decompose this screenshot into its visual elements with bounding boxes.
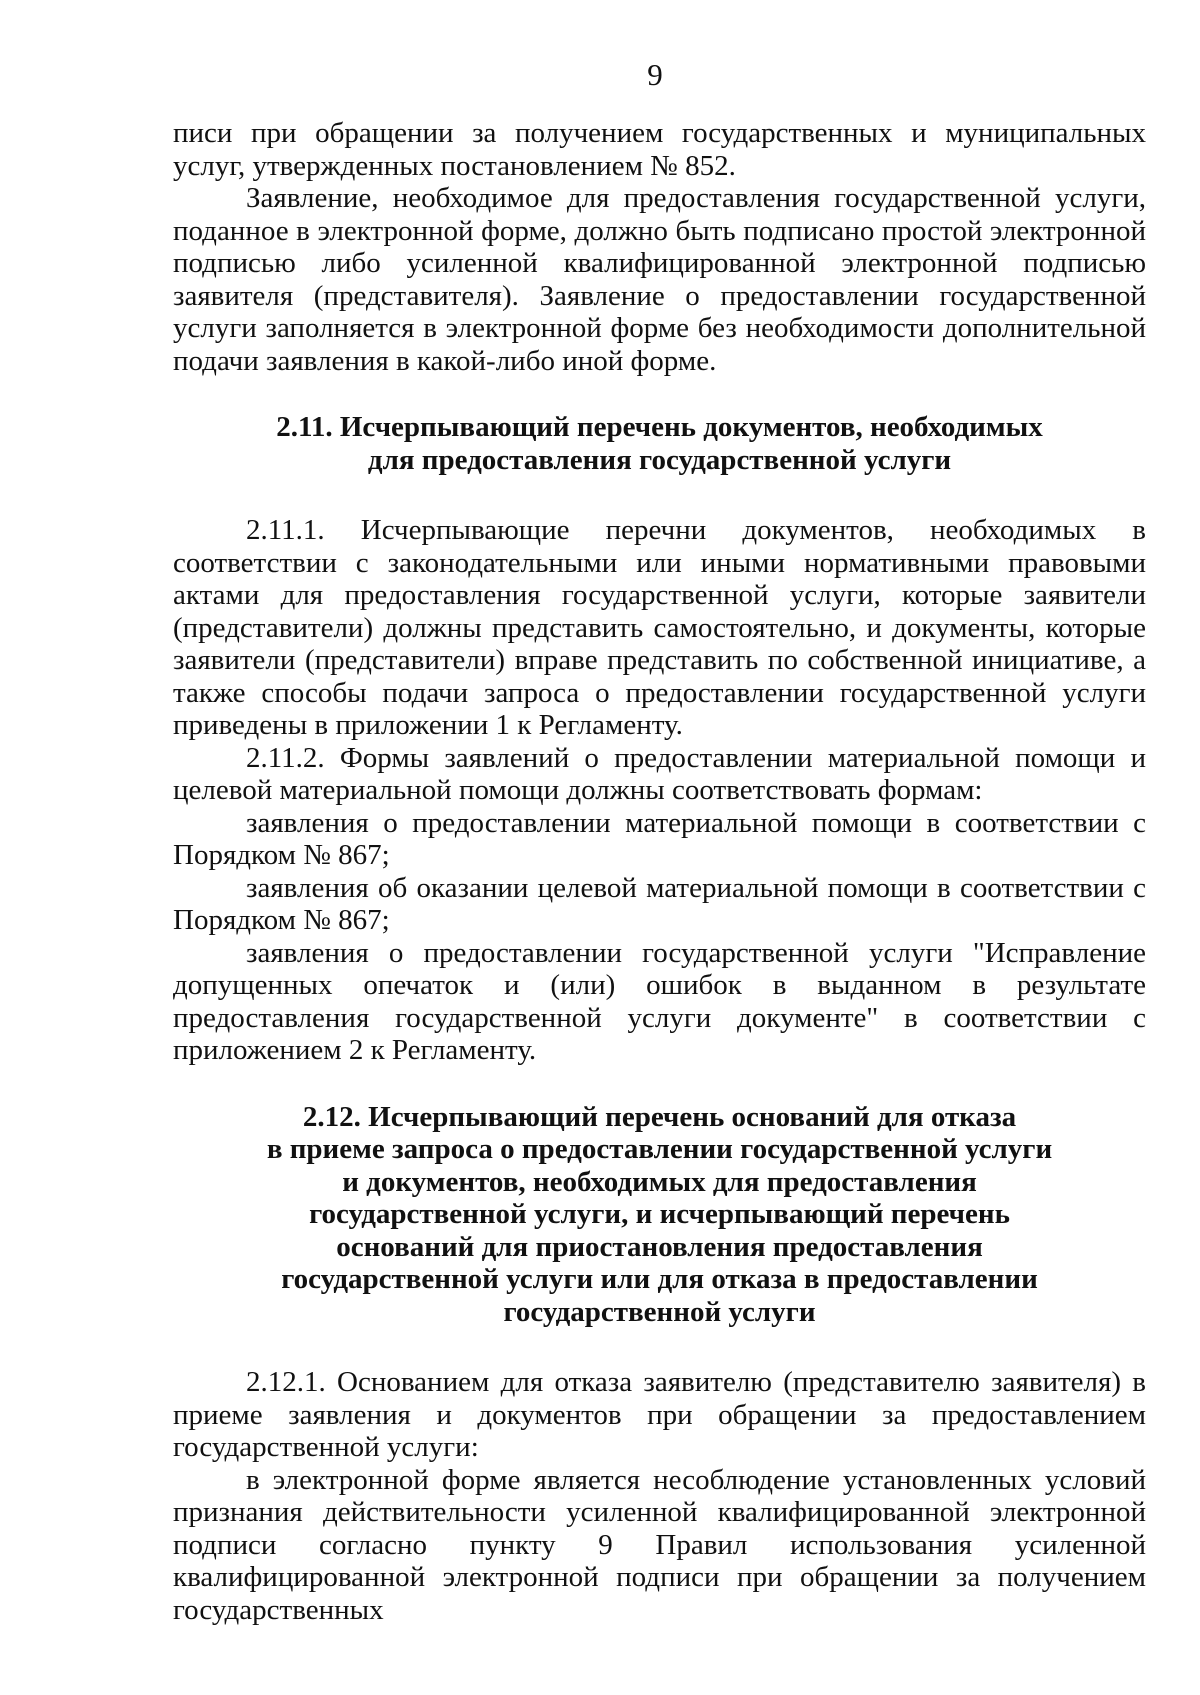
paragraph-application-signature: Заявление, необходимое для предоставления государственной услуги, поданное в электронной форме, должно быть подписано простой электронной подписью либо усиленной квалифицированной электронной подписью заявителя (представителя). Заявление о предоставлении государственной услуги заполняется в электронной форме без необходимости дополнительной подачи заявления в какой-либо иной форме. xyxy=(173,182,1146,377)
paragraph-continuation: писи при обращении за получением государственных и муниципальных услуг, утвержденных постановлением № 852. xyxy=(173,117,1146,182)
page-number: 9 xyxy=(647,57,663,92)
heading-line: 2.12. Исчерпывающий перечень оснований для отказа xyxy=(302,1100,1017,1133)
heading-line: в приеме запроса о предоставлении государственной услуги xyxy=(266,1133,1053,1165)
heading-line: государственной услуги, и исчерпывающий перечень xyxy=(309,1198,1010,1230)
list-item-form-targeted-aid: заявления об оказании целевой материальной помощи в соответствии с Порядком № 867; xyxy=(173,871,1146,936)
list-item-form-material-aid: заявления о предоставлении материальной помощи в соответствии с Порядком № 867; xyxy=(173,806,1146,871)
paragraph-2-12-1: 2.12.1. Основанием для отказа заявителю (представителю заявителя) в приеме заявления и документов при обращении за предоставлением государственной услуги: xyxy=(173,1366,1146,1463)
paragraph-2-11-1: 2.11.1. Исчерпывающие перечни документов, необходимых в соответствии с законодательными или иными нормативными правовыми актами для предоставления государственной услуги, которые заявители (представители) должны представить самостоятельно, и документы, которые заявители (представители) вправе представить по собственной инициативе, а также способы подачи запроса о предоставлении государственной услуги приведены в приложении 1 к Регламенту. xyxy=(173,514,1146,741)
heading-line: и документов, необходимых для предоставления xyxy=(342,1165,977,1198)
heading-line: государственной услуги xyxy=(503,1295,816,1328)
heading-line: государственной услуги или для отказа в предоставлении xyxy=(281,1263,1038,1295)
paragraph-electronic-form: в электронной форме является несоблюдение установленных условий признания действительности усиленной квалифицированной электронной подписи согласно пункту 9 Правил использования усиленной квалифицированной электронной подписи при обращении за получением государственных xyxy=(173,1463,1146,1626)
heading-line: оснований для приостановления предоставления xyxy=(336,1230,983,1263)
heading-line: 2.11. Исчерпывающий перечень документов, необходимых xyxy=(276,411,1043,443)
list-item-form-correction: заявления о предоставлении государственной услуги "Исправление допущенных опечаток и (или) ошибок в выданном в результате предоставления государственной услуги документе" в соответствии с приложением 2 к Регламенту. xyxy=(173,936,1146,1066)
paragraph-2-11-2: 2.11.2. Формы заявлений о предоставлении материальной помощи и целевой материальной помощи должны соответствовать формам: xyxy=(173,741,1146,806)
section-heading-2-12 xyxy=(173,1101,1146,1329)
section-heading-2-11 xyxy=(173,411,1146,476)
document-body xyxy=(173,117,1146,1626)
heading-line: для предоставления государственной услуги xyxy=(367,443,952,476)
